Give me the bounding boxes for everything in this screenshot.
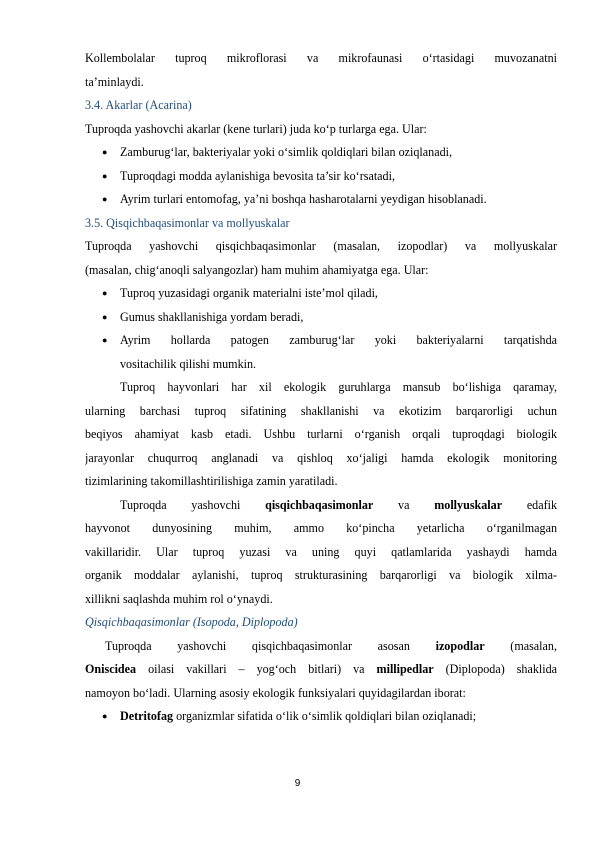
bullet-icon: ● bbox=[102, 311, 108, 322]
page-number: 9 bbox=[294, 778, 301, 789]
bullet-icon: ● bbox=[102, 194, 108, 204]
list-item: ● Zamburug‘lar, bakteriyalar yoki o‘simlik qoldiqlari bilan oziqlanadi, bbox=[85, 141, 557, 165]
paragraph-line: organik moddalar aylanishi, tuproq strukturasining barqarorligi va biologik xilma- bbox=[85, 568, 557, 582]
bullet-icon: ● bbox=[102, 335, 108, 345]
bullet-icon: ● bbox=[102, 288, 108, 298]
list-item-continuation: vositachilik qilishi mumkin. bbox=[120, 356, 257, 371]
list-item: ● Detritofag organizmlar sifatida o‘lik o‘simlik qoldiqlari bilan oziqlanadi; bbox=[85, 705, 557, 729]
list-item: ● Tuproqdagi modda aylanishiga bevosita ta’sir ko‘rsatadi, bbox=[85, 165, 557, 189]
bullet-icon: ● bbox=[102, 147, 108, 157]
paragraph-line: hayvonot dunyosining muhim, ammo ko‘pincha yetarlicha o‘rganilmagan bbox=[85, 521, 557, 535]
section-heading-3-4: 3.4. Akarlar (Acarina) bbox=[85, 98, 192, 112]
paragraph-line: tizimlarining takomillashtirilishiga zamin yaratiladi. bbox=[85, 474, 338, 488]
paragraph-line: xillikni saqlashda muhim rol o‘ynaydi. bbox=[85, 591, 273, 606]
document-page bbox=[85, 47, 557, 729]
paragraph-line: ularning barchasi tuproq sifatining shakllanishi va ekotizim barqarorligi uchun bbox=[85, 403, 557, 418]
section-heading-3-5: 3.5. Qisqichbaqasimonlar va mollyuskalar bbox=[85, 215, 290, 230]
paragraph-line: Tuproqda yashovchi qisqichbaqasimonlar (masalan, izopodlar) va mollyuskalar bbox=[85, 239, 557, 253]
list-item: ● Gumus shakllanishiga yordam beradi, bbox=[85, 306, 557, 330]
paragraph-line: Tuproqda yashovchi akarlar (kene turlari) juda ko‘p turlarga ega. Ular: bbox=[85, 121, 427, 136]
bullet-icon: ● bbox=[102, 170, 108, 181]
paragraph-line: Kollembolalar tuproq mikroflorasi va mikrofaunasi o‘rtasidagi muvozanatni bbox=[85, 51, 557, 65]
paragraph-line: vakillaridir. Ular tuproq yuzasi va uning quyi qatlamlarida yashaydi hamda bbox=[85, 544, 557, 559]
paragraph-line: namoyon bo‘ladi. Ularning asosiy ekologik funksiyalari quyidagilardan iborat: bbox=[85, 685, 466, 700]
list-item: ● Ayrim turlari entomofag, ya’ni boshqa hasharotalarni yeydigan hisoblanadi. bbox=[85, 188, 557, 212]
paragraph-line: jarayonlar chuqurroq anglanadi va qishloq xo‘jaligi hamda ekologik monitoring bbox=[85, 450, 557, 465]
paragraph-line: Oniscidea oilasi vakillari – yog‘och bitlari) va millipedlar (Diplopoda) shaklida bbox=[85, 662, 557, 676]
subsection-heading: Qisqichbaqasimonlar (Isopoda, Diplopoda) bbox=[85, 615, 298, 629]
paragraph-line: beqiyos ahamiyat kasb etadi. Ushbu turlarni o‘rganish orqali tuproqdagi biologik bbox=[85, 427, 557, 441]
paragraph-line: ta’minlaydi. bbox=[85, 74, 144, 89]
list-item: ● Tuproq yuzasidagi organik materialni iste’mol qiladi, bbox=[85, 282, 557, 306]
paragraph-line: Tuproqda yashovchi qisqichbaqasimonlar asosan izopodlar (masalan, bbox=[105, 638, 557, 653]
paragraph-line: Tuproq hayvonlari har xil ekologik guruhlarga mansub bo‘lishiga qaramay, bbox=[120, 380, 557, 394]
list-item: ● Ayrim hollarda patogen zamburug‘lar yoki bakteriyalarni tarqatishda bbox=[85, 329, 557, 353]
paragraph-line: (masalan, chig‘anoqli salyangozlar) ham muhim ahamiyatga ega. Ular: bbox=[85, 262, 429, 277]
paragraph-line: Tuproqda yashovchi qisqichbaqasimonlar va mollyuskalar edafik bbox=[120, 497, 557, 512]
bullet-icon: ● bbox=[102, 711, 108, 721]
